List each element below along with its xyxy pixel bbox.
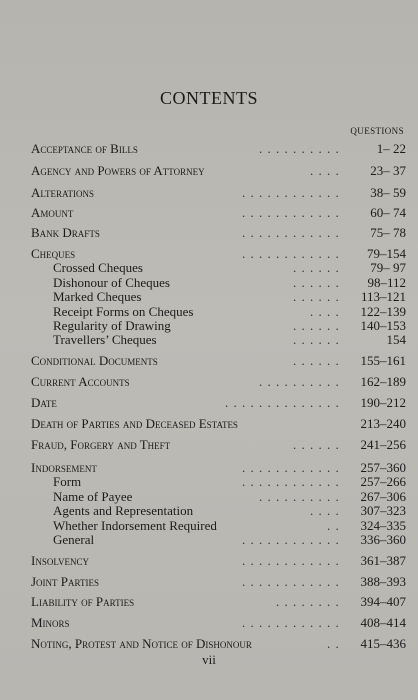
entry-label: Form [53,474,82,489]
question-range: 324–335 [360,518,406,533]
contents-entry [0,185,418,201]
contents-subentry [0,260,418,276]
entry-label: Minors [31,615,70,630]
question-range: 155–161 [360,353,406,368]
leader-dots: . . [327,518,340,533]
leader-dots: . . . . . . . . . . . . [242,246,340,261]
question-range: 79–154 [367,246,406,261]
leader-dots: . . . . . . . . . . [259,141,340,156]
page-number: vii [202,652,216,667]
question-range: 267–306 [360,489,406,504]
contents-entry [0,594,418,610]
leader-dots: . . . . . . [293,318,340,333]
leader-dots: . . . . . . [293,275,340,290]
question-range: 1– 22 [376,141,406,156]
contents-entry [0,141,418,157]
entry-label: Fraud, Forgery and Theft [31,437,171,452]
entry-label: Receipt Forms on Cheques [53,304,194,319]
question-range: 23– 37 [370,163,406,178]
question-range: 257–360 [360,460,406,475]
contents-entry [0,574,418,590]
question-range: 408–414 [360,615,406,630]
contents-entry [0,205,418,221]
question-range: 60– 74 [370,205,406,220]
leader-dots: . . [327,636,340,651]
leader-dots: . . . . . . . . . . . . [242,553,340,568]
leader-dots: . . . . . . . . . . . . [242,225,340,240]
entry-label: Liability of Parties [31,594,135,609]
leader-dots: . . . . . . [293,289,340,304]
entry-label: Cheques [31,246,76,261]
contents-entry [0,553,418,569]
question-range: 75– 78 [370,225,406,240]
entry-label: Crossed Cheques [53,260,143,275]
leader-dots: . . . . . . . . . . [259,489,340,504]
entry-label: Whether Indorsement Required [53,518,217,533]
question-range: 98–112 [367,275,406,290]
leader-dots: . . . . . . [293,437,340,452]
contents-entry [0,374,418,390]
question-range: 113–121 [360,289,406,304]
leader-dots: . . . . . . . . . . . . [242,574,340,589]
entry-label: Travellers’ Cheques [53,332,157,347]
entry-label: Amount [31,205,74,220]
leader-dots: . . . . [310,163,340,178]
entry-label: Marked Cheques [53,289,142,304]
leader-dots: . . . . . . . . . . . . . . [225,395,340,410]
entry-label: Agents and Representation [53,503,194,518]
contents-subentry [0,503,418,519]
leader-dots: . . . . . . . . . . . . [242,474,340,489]
contents-entry [0,636,418,652]
question-range: 162–189 [360,374,406,389]
entry-label: Conditional Documents [31,353,158,368]
contents-subentry [0,289,418,305]
entry-label: Bank Drafts [31,225,100,240]
leader-dots: . . . . . . . . . . . . [242,615,340,630]
question-range: 154 [386,332,406,347]
question-range: 140–153 [360,318,406,333]
contents-entry [0,437,418,453]
question-range: 307–323 [360,503,406,518]
entry-label: Agency and Powers of Attorney [31,163,205,178]
question-range: 213–240 [360,416,406,431]
contents-entry [0,395,418,411]
contents-subentry [0,332,418,348]
leader-dots: . . . . . . . . . . . . [242,185,340,200]
question-range: 361–387 [360,553,406,568]
question-range: 394–407 [360,594,406,609]
leader-dots: . . . . . . . . . . . . [242,205,340,220]
contents-entry [0,416,418,432]
question-range: 415–436 [360,636,406,651]
leader-dots: . . . . . . [293,260,340,275]
entry-label: Current Accounts [31,374,130,389]
entry-label: Date [31,395,57,410]
entry-label: Regularity of Drawing [53,318,171,333]
entry-label: Alterations [31,185,95,200]
entry-label: Joint Parties [31,574,99,589]
contents-entry [0,225,418,241]
entry-label: Insolvency [31,553,90,568]
question-range: 122–139 [360,304,406,319]
leader-dots: . . . . [310,503,340,518]
contents-subentry [0,474,418,490]
entry-label: Acceptance of Bills [31,141,138,156]
entry-label: Noting, Protest and Notice of Dishonour [31,636,252,651]
question-range: 190–212 [360,395,406,410]
leader-dots: . . . . . . [293,353,340,368]
leader-dots: . . . . . . . . . . . . [242,532,340,547]
entry-label: General [53,532,95,547]
contents-entry [0,353,418,369]
entry-label: Name of Payee [53,489,133,504]
contents-entry [0,163,418,179]
leader-dots: . . . . . . . . . . . . [242,460,340,475]
contents-entry [0,615,418,631]
leader-dots: . . . . . . . . . . [259,374,340,389]
question-range: 336–360 [360,532,406,547]
entry-label: Dishonour of Cheques [53,275,170,290]
entry-label: Indorsement [31,460,97,475]
question-range: 257–266 [360,474,406,489]
question-range: 38– 59 [370,185,406,200]
contents-subentry [0,532,418,548]
leader-dots: . . . . . . [293,332,340,347]
question-range: 388–393 [360,574,406,589]
leader-dots: . . . . . . . . [276,594,340,609]
entry-label: Death of Parties and Deceased Estates [31,416,238,431]
leader-dots: . . . . [310,304,340,319]
question-range: 79– 97 [370,260,406,275]
question-range: 241–256 [360,437,406,452]
questions-column-header: QUESTIONS [350,126,404,136]
page-title: CONTENTS [160,88,258,108]
